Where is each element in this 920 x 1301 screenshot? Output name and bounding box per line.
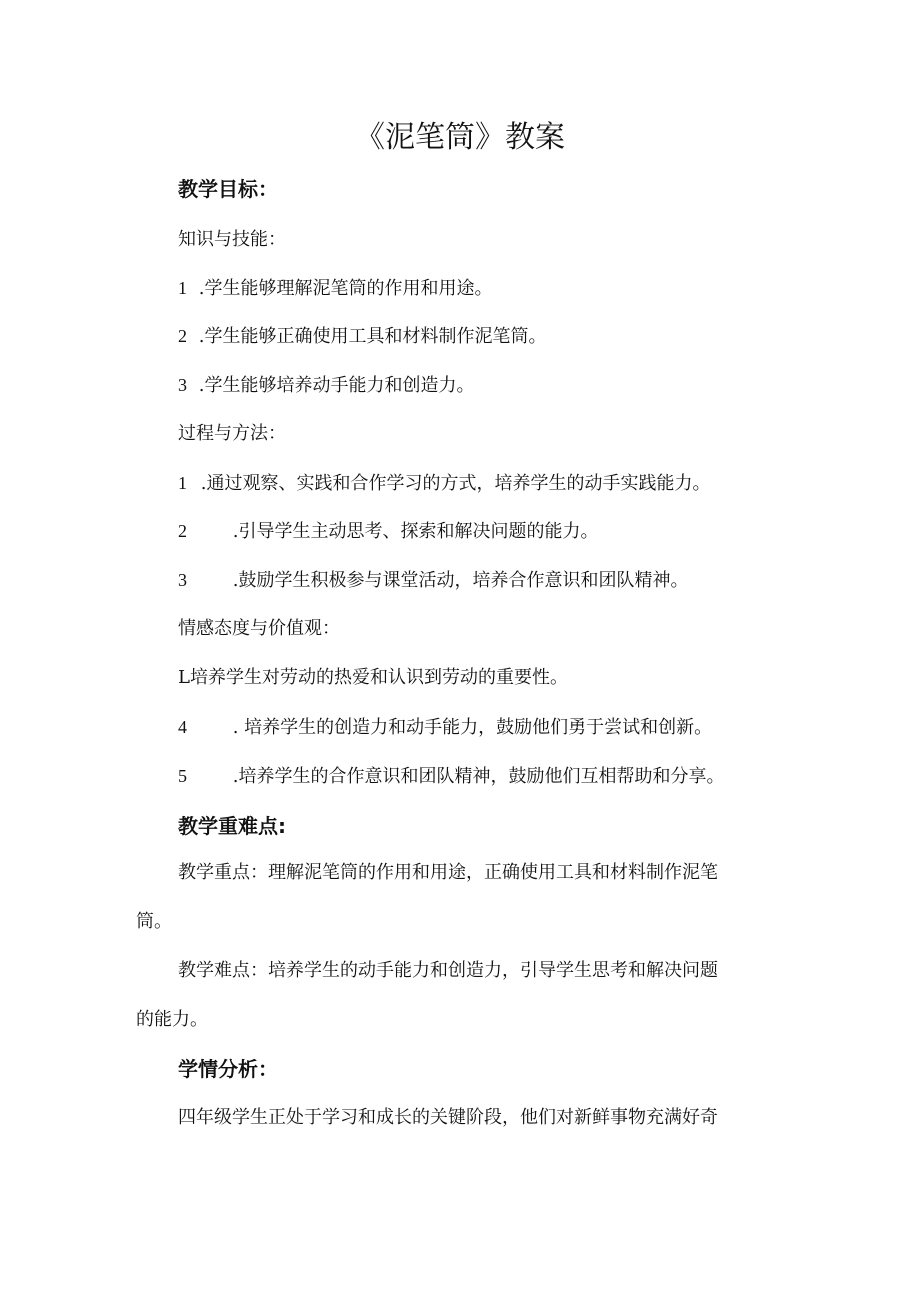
item-number: 5 — [178, 766, 187, 786]
item-number: 1 — [178, 473, 187, 493]
teaching-focus-line-2: 筒。 — [136, 911, 172, 932]
teaching-difficulty-line-2: 的能力。 — [136, 1009, 208, 1030]
item-text: .学生能够理解泥笔筒的作用和用途。 — [198, 278, 493, 299]
knowledge-item-1 — [178, 276, 492, 301]
item-number: 2 — [178, 521, 187, 541]
process-item-1 — [178, 471, 710, 496]
attitude-item-5 — [178, 764, 724, 789]
item-number: 1 — [178, 278, 187, 298]
analysis-heading: 学情分析： — [178, 1057, 278, 1081]
item-text: .学生能够正确使用工具和材料制作泥笔筒。 — [198, 326, 547, 347]
item-number: 3 — [178, 375, 187, 395]
teaching-focus-line-1: 教学重点：理解泥笔筒的作用和用途，正确使用工具和材料制作泥笔 — [178, 862, 718, 883]
item-text: .培养学生的合作意识和团队精神，鼓励他们互相帮助和分享。 — [232, 766, 725, 787]
knowledge-label: 知识与技能： — [178, 229, 286, 250]
item-text: .通过观察、实践和合作学习的方式，培养学生的动手实践能力。 — [200, 473, 711, 494]
item-text: .引导学生主动思考、探索和解决问题的能力。 — [232, 521, 599, 542]
process-item-2 — [178, 519, 598, 544]
attitude-label: 情感态度与价值观： — [178, 618, 340, 639]
item-text: .学生能够培养动手能力和创造力。 — [198, 375, 475, 396]
item-number: 4 — [178, 717, 187, 737]
attitude-item-4 — [178, 715, 712, 740]
process-item-3 — [178, 568, 688, 593]
item-number: 3 — [178, 570, 187, 590]
knowledge-item-2 — [178, 324, 546, 349]
process-label: 过程与方法： — [178, 423, 286, 444]
item-number: 2 — [178, 326, 187, 346]
item-text: .鼓励学生积极参与课堂活动，培养合作意识和团队精神。 — [232, 570, 689, 591]
objectives-heading: 教学目标： — [178, 177, 278, 201]
document-title: 《泥笔筒》教案 — [355, 120, 565, 155]
attitude-item-first: L培养学生对劳动的热爱和认识到劳动的重要性。 — [178, 667, 568, 688]
analysis-line-1: 四年级学生正处于学习和成长的关键阶段，他们对新鲜事物充满好奇 — [178, 1107, 718, 1128]
knowledge-item-3 — [178, 373, 474, 398]
teaching-difficulty-line-1: 教学难点：培养学生的动手能力和创造力，引导学生思考和解决问题 — [178, 960, 718, 981]
key-points-heading: 教学重难点: — [178, 814, 286, 838]
item-text: . 培养学生的创造力和动手能力，鼓励他们勇于尝试和创新。 — [232, 717, 713, 738]
